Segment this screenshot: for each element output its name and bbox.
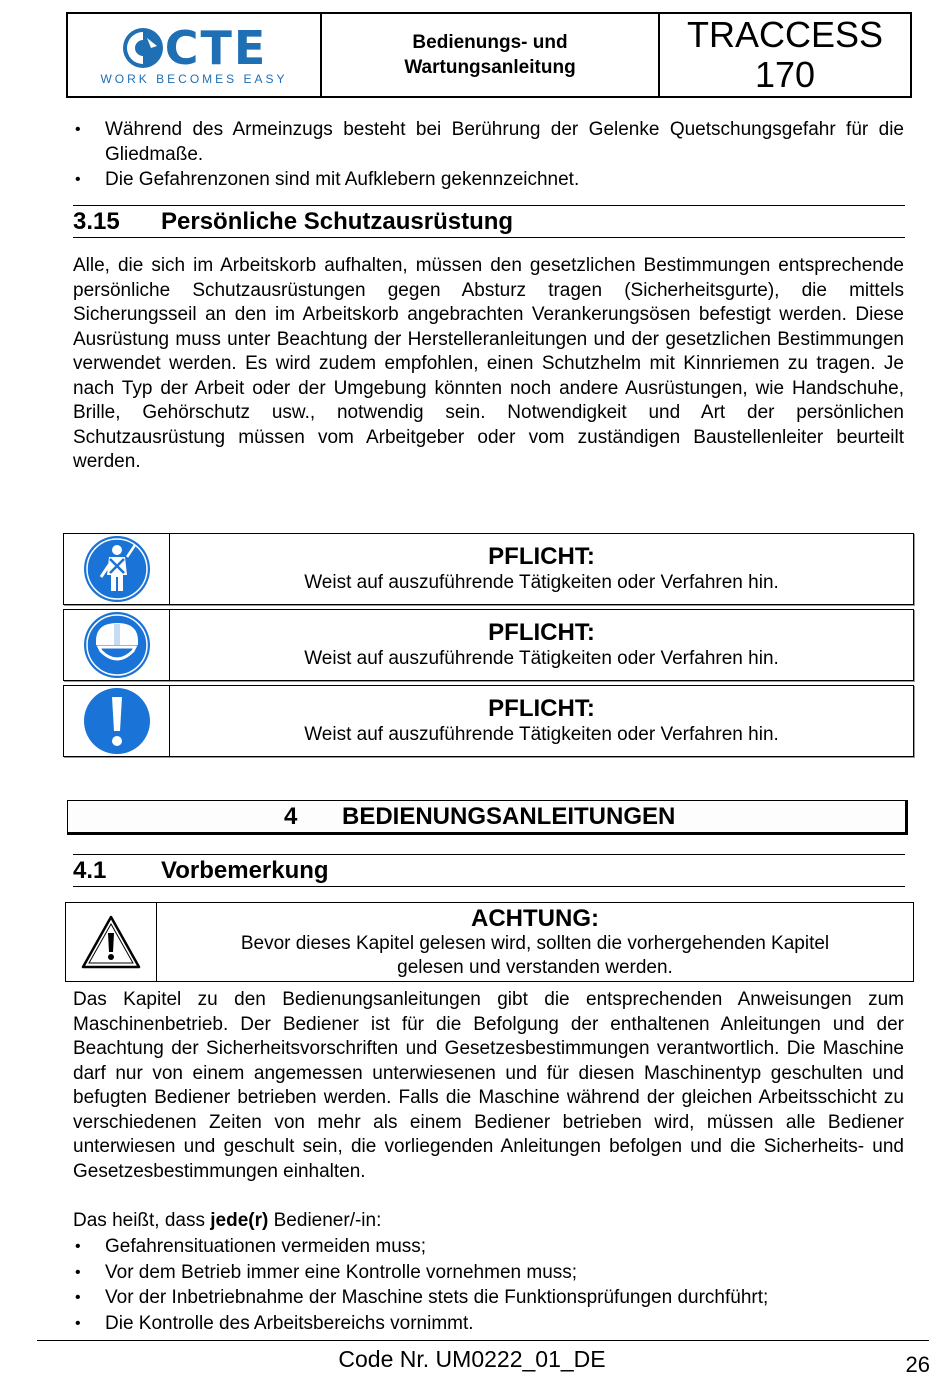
list-item: • Während des Armeinzugs besteht bei Berührung der Gelenke Quetschungsgefahr für die Gliedmaße. <box>73 118 904 167</box>
section-title: Persönliche Schutzausrüstung <box>161 207 514 235</box>
operating-instructions-paragraph: Das Kapitel zu den Bedienungsanleitungen gibt die entsprechenden Anweisungen zum Maschinenbetrieb. Der Bediener ist für die Befolgung der enthaltenen Anleitungen und der Beachtung der Sicherheitsvorschriften und Gesetzesbestimmungen verantwortlich. Die Maschine darf nur von einem angemessen unterwiesenen und für diesen Maschinentyp geschulten und befugten Bediener betrieben werden. Falls die Maschine während der gleichen Arbeitsschicht zu verschiedenen Zeiten von mehr als einem Bediener betrieben wird, müssen alle Bediener unterwiesen und geschult sein, die vorliegenden Anleitungen befolgen und die Sicherheits- und Gesetzesbestimmungen einhalten. <box>73 989 904 1182</box>
duty-intro-bold: jede(r) <box>210 1210 269 1231</box>
product-name-line1: TRACCESS <box>686 14 884 55</box>
notice-text: Weist auf auszuführende Tätigkeiten oder Verfahren hin. <box>304 724 779 745</box>
section-number: 3.15 <box>73 207 120 235</box>
page-number: 26 <box>905 1352 930 1377</box>
duty-intro-before: Das heißt, dass <box>73 1210 211 1231</box>
section-heading-3-15 <box>73 205 905 238</box>
document-title <box>322 14 660 96</box>
document-title-line2: Wartungsanleitung <box>404 57 576 78</box>
product-name <box>660 14 910 96</box>
document-code: Code Nr. UM0222_01_DE <box>338 1346 606 1372</box>
notice-text: Weist auf auszuführende Tätigkeiten oder Verfahren hin. <box>304 648 779 669</box>
notice-title: PFLICHT: <box>488 619 595 646</box>
product-name-line2: 170 <box>754 54 816 95</box>
intro-bullet-list <box>73 118 904 193</box>
duty-intro <box>73 1209 904 1234</box>
mandatory-notice <box>63 685 914 757</box>
safety-harness-icon <box>83 535 151 603</box>
list-item: • Vor dem Betrieb immer eine Kontrolle vornehmen muss; <box>73 1260 904 1286</box>
warning-triangle-icon <box>80 914 142 970</box>
logo-tagline: WORK BECOMES EASY <box>100 71 288 86</box>
notice-title: PFLICHT: <box>488 543 595 570</box>
section-heading-4-1 <box>73 854 905 887</box>
document-title-line1: Bedienungs- und <box>412 32 568 53</box>
exclamation-icon <box>83 687 151 755</box>
warning-notice <box>65 902 914 982</box>
notice-text: Weist auf auszuführende Tätigkeiten oder Verfahren hin. <box>304 572 779 593</box>
warning-title: ACHTUNG: <box>471 904 599 932</box>
section-number: 4.1 <box>73 856 107 884</box>
company-logo <box>68 14 322 96</box>
list-item: • Die Gefahrenzonen sind mit Aufklebern gekennzeichnet. <box>73 168 904 193</box>
mandatory-notice <box>63 533 914 605</box>
cte-logo-icon <box>121 26 165 70</box>
chapter-number: 4 <box>284 802 298 830</box>
page-header <box>66 12 912 98</box>
duty-intro-after: Bediener/-in: <box>268 1210 382 1231</box>
safety-helmet-icon <box>83 611 151 679</box>
chapter-heading <box>67 800 908 835</box>
warning-text-line2: gelesen und verstanden werden. <box>397 956 673 978</box>
warning-text-line1: Bevor dieses Kapitel gelesen wird, sollten die vorhergehenden Kapitel <box>240 932 830 954</box>
section-title: Vorbemerkung <box>161 856 329 884</box>
ppe-paragraph: Alle, die sich im Arbeitskorb aufhalten, müssen den gesetzlichen Bestimmungen entsprechende persönliche Schutzausrüstungen gegen Absturz tragen (Sicherheitsgurte), die mittels Sicherungsseil an den im Arbeitskorb angebrachten Verankerungsösen befestigt werden. Diese Ausrüstung muss unter Beachtung der Herstelleranleitungen und der gesetzlichen Bestimmungen verwendet werden. Es wird zudem empfohlen, einen Schutzhelm mit Kinnriemen zu tragen. Je nach Typ der Arbeit oder der Umgebung könnten noch andere Ausrüstungen, wie Handschuhe, Brille, Gehörschutz usw., notwendig sein. Notwendigkeit und Art der persönlichen Schutzausrüstung müssen vom Arbeitgeber oder vom zuständigen Baustellenleiter beurteilt werden. <box>73 255 904 472</box>
mandatory-notice <box>63 609 914 681</box>
chapter-title: BEDIENUNGSANLEITUNGEN <box>342 802 676 830</box>
duty-bullet-list <box>73 1234 904 1336</box>
list-item: • Die Kontrolle des Arbeitsbereichs vornimmt. <box>73 1311 904 1337</box>
notice-title: PFLICHT: <box>488 695 595 722</box>
footer-divider <box>37 1340 929 1341</box>
list-item: • Gefahrensituationen vermeiden muss; <box>73 1234 904 1260</box>
logo-text: CTE <box>164 20 268 75</box>
list-item: • Vor der Inbetriebnahme der Maschine stets die Funktionsprüfungen durchführt; <box>73 1285 904 1311</box>
